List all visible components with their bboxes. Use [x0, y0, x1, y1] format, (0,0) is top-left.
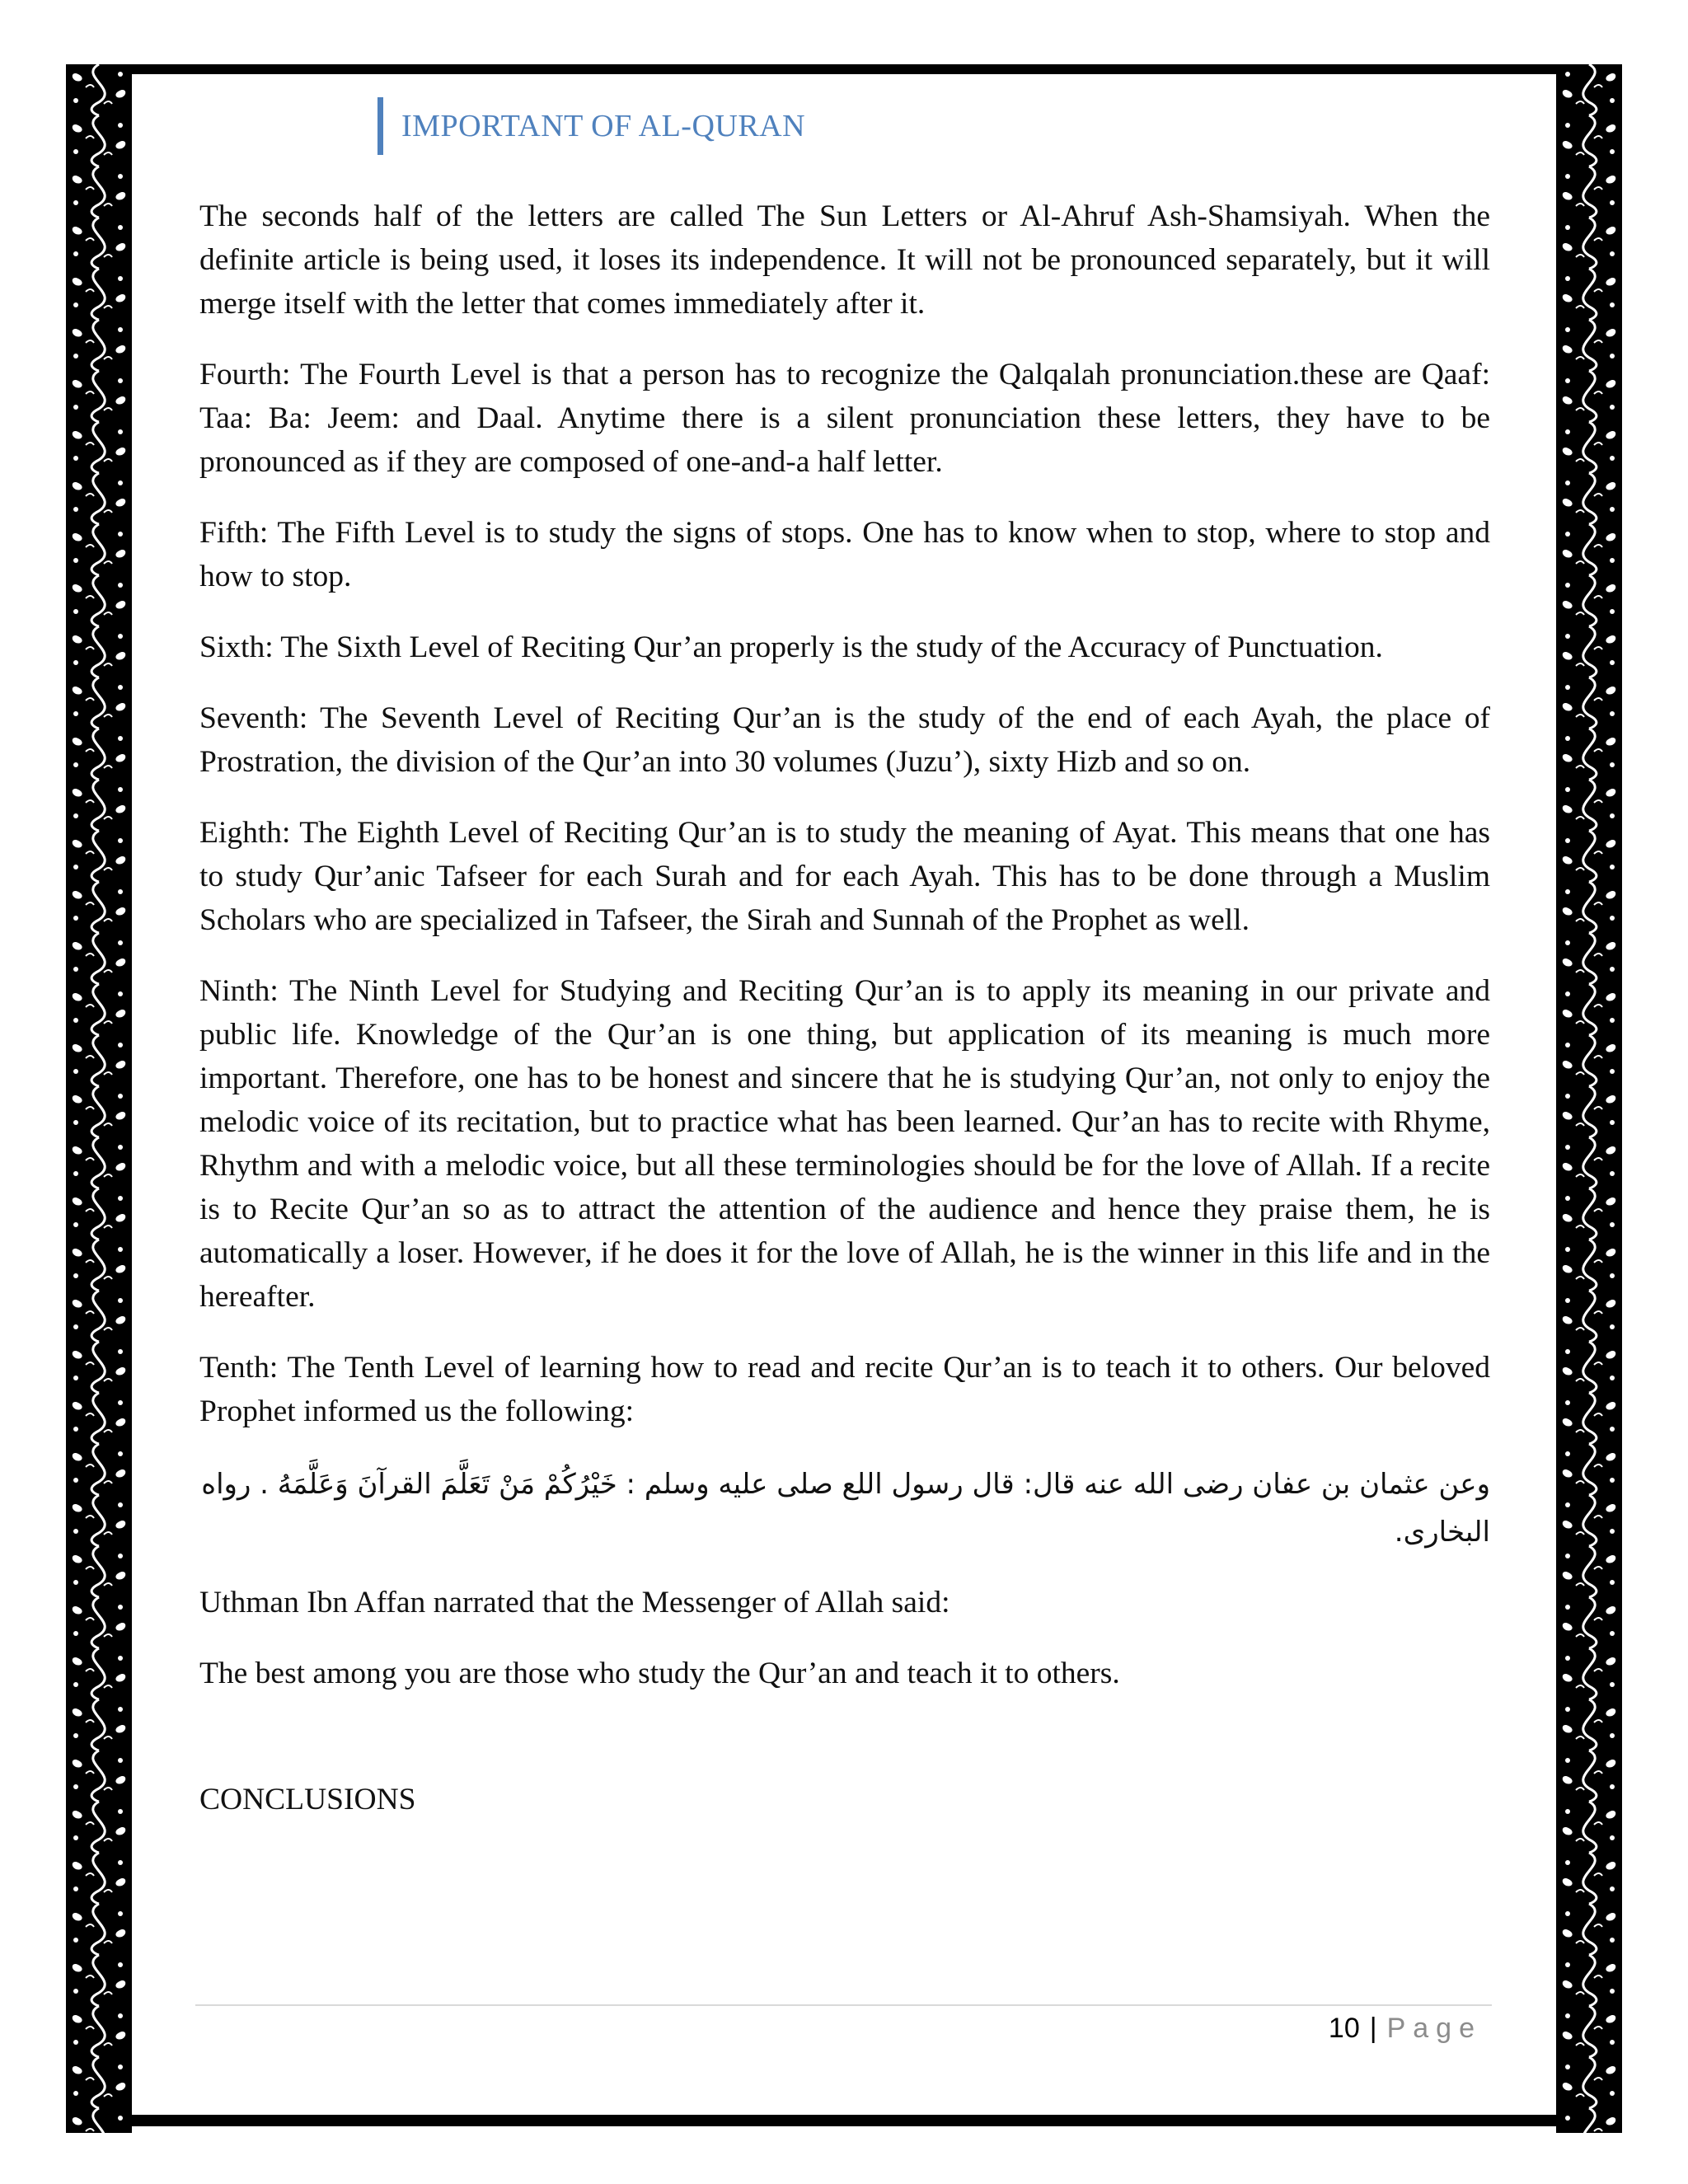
paragraph-fifth-level: Fifth: The Fifth Level is to study the signs of stops. One has to know when to stop, where to stop and how to stop.: [199, 516, 1490, 593]
header-title: IMPORTANT OF AL-QURAN: [401, 109, 806, 143]
floral-border-left: [66, 64, 132, 2133]
floral-border-right: [1556, 64, 1622, 2133]
hadith-translation: The best among you are those who study the Qur’an and teach it to others.: [199, 1657, 1120, 1690]
narration-line: Uthman Ibn Affan narrated that the Messenger of Allah said:: [199, 1586, 950, 1619]
document-body: [199, 194, 1490, 1849]
paragraph-seventh-level: Seventh: The Seventh Level of Reciting Qur’an is the study of the end of each Ayah, the place of Prostration, the division of the Qur’an into 30 volumes (Juzu’), sixty Hizb and so on.: [199, 701, 1490, 779]
paragraph-tenth-level: Tenth: The Tenth Level of learning how to read and recite Qur’an is to teach it to others. Our beloved Prophet informed us the following:: [199, 1351, 1490, 1428]
page-border-top: [66, 64, 1622, 74]
arabic-hadith: وعن عثمان بن عفان رضى الله عنه قال: قال رسول اللع صلى عليه وسلم : خَيْرُكُمْ مَنْ تَعَلَّمَ القرآنَ وَعَلَّمَهُ . رواه البخارى.: [201, 1468, 1490, 1549]
paragraph-sun-letters: The seconds half of the letters are called The Sun Letters or Al-Ahruf Ash-Shamsiyah. When the definite article is being used, it loses its independence. It will not be pronounced separately, but it will merge itself with the letter that comes immediately after it.: [199, 199, 1490, 321]
page-header: [377, 97, 805, 155]
page-footer: [1329, 2013, 1482, 2045]
page-number: 10: [1328, 2013, 1360, 2044]
paragraph-sixth-level: Sixth: The Sixth Level of Reciting Qur’an properly is the study of the Accuracy of Punctuation.: [199, 630, 1383, 664]
paragraph-fourth-level: Fourth: The Fourth Level is that a person has to recognize the Qalqalah pronunciation.these are Qaaf: Taa: Ba: Jeem: and Daal. Anytime there is a silent pronunciation these letters, they have to be pronounced as if they are composed of one-and-a half letter.: [199, 358, 1490, 479]
footer-divider: [195, 2004, 1492, 2006]
paragraph-ninth-level: Ninth: The Ninth Level for Studying and Reciting Qur’an is to apply its meaning in our private and public life. Knowledge of the Qur’an is one thing, but application of its meaning is much more important. Therefore, one has to be honest and sincere that he is studying Qur’an, not only to enjoy the melodic voice of its recitation, but to practice what has been learned. Qur’an has to recite with Rhyme, Rhythm and with a melodic voice, but all these terminologies should be for the love of Allah. If a recite is to Recite Qur’an so as to attract the attention of the audience and hence they praise them, he is automatically a loser. However, if he does it for the love of Allah, he is the winner in this life and in the hereafter.: [199, 974, 1490, 1314]
page-border-bottom: [66, 2115, 1622, 2126]
footer-separator: |: [1369, 2013, 1377, 2044]
page-label: Page: [1386, 2013, 1482, 2044]
paragraph-eighth-level: Eighth: The Eighth Level of Reciting Qur’an is to study the meaning of Ayat. This means that one has to study Qur’anic Tafseer for each Surah and for each Ayah. This has to be done through a Muslim Scholars who are specialized in Tafseer, the Sirah and Sunnah of the Prophet as well.: [199, 816, 1490, 937]
conclusions-heading: CONCLUSIONS: [199, 1783, 416, 1816]
